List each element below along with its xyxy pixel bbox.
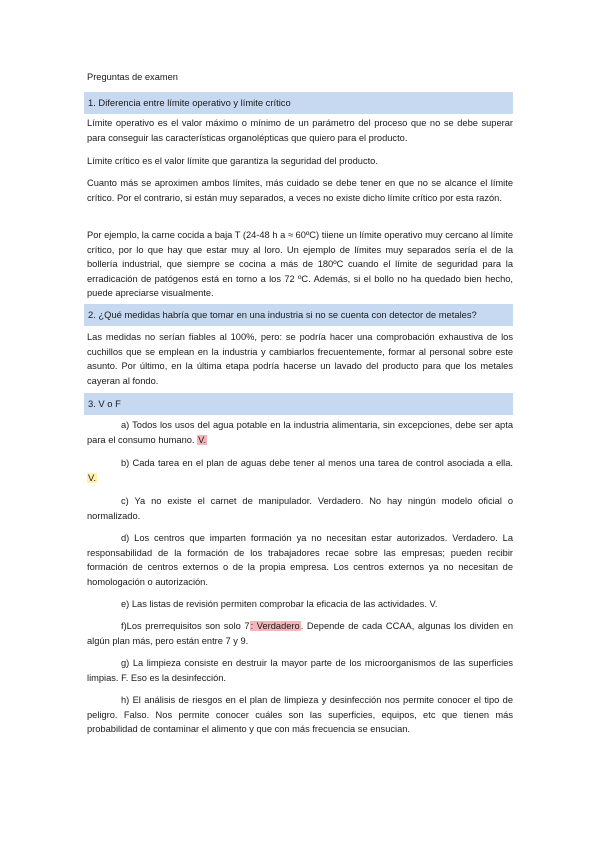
document-title: Preguntas de examen (87, 72, 178, 82)
item-e-text: e) Las listas de revisión permiten comprobar la eficacia de las actividades. V. (121, 599, 438, 609)
section-1-heading: 1. Diferencia entre límite operativo y límite crítico (84, 92, 513, 114)
item-h-text: h) El análisis de riesgos en el plan de limpieza y desinfección nos permite conocer el tipo de peligro. Falso. Nos permite conocer cuáles son las superficies, equipos, etc que tienen más probabilidad de contaminar el alimento y que con más frecuencia se ensucian. (87, 695, 513, 734)
item-f-answer-highlight: : Verdadero (250, 621, 300, 631)
paragraph-text: Límite operativo es el valor máximo o mínimo de un parámetro del proceso que no se debe superar para conseguir las características organolépticas que quiero para el producto. (87, 118, 513, 143)
section-3-heading: 3. V o F (84, 393, 513, 415)
section-1-paragraph-1 (87, 116, 513, 145)
section-1-paragraph-3 (87, 176, 513, 205)
item-a-answer-highlight: V. (198, 434, 207, 445)
item-h (87, 693, 513, 737)
paragraph-text: Por ejemplo, la carne cocida a baja T (24-48 h a ≈ 60ºC) tiiene un límite operativo muy cercano al límite crítico, por lo que hay que estar muy al loro. Un ejemplo de límites muy separados sería el de la bollería industrial, que siempre se cocina a más de 180ºC cuando el límite de seguridad para la erradicación de patógenos está en torno a los 72 ºC. Además, si el bollo no ha quedado bien hecho, puede apreciarse visualmente. (87, 230, 513, 298)
item-f-prefix: f)Los prerrequisitos son solo 7 (121, 621, 250, 631)
section-2-paragraph-1 (87, 330, 513, 388)
item-c-text: c) Ya no existe el carnet de manipulador. Verdadero. No hay ningún modelo oficial o normalizado. (87, 496, 513, 521)
item-d-text: d) Los centros que imparten formación ya no necesitan estar autorizados. Verdadero. La responsabilidad de la formación de los trabajadores recae sobre las empresas; pueden recibir formación de centros externos o de la propia empresa. Los centros externos ya no necesitan de homologación o autorización. (87, 533, 513, 587)
item-b (87, 456, 513, 485)
section-2-heading: 2. ¿Qué medidas habría que tomar en una industria si no se cuenta con detector de metales? (84, 304, 513, 326)
item-a (87, 418, 513, 447)
paragraph-text: Las medidas no serían fiables al 100%, pero: se podría hacer una comprobación exhaustiva de los cuchillos que se emplean en la industria y cambiarlos frecuentemente, formar al personal sobre este asunto. Por último, en la última etapa podría hacerse un lavado del producto para que los metales cayeran al fondo. (87, 332, 513, 386)
item-e (87, 597, 513, 612)
paragraph-text: Cuanto más se aproximen ambos límites, más cuidado se debe tener en que no se alcance el límite crítico. Por el contrario, si están muy separados, a veces no existe dicho límite crítico por esta razón. (87, 178, 513, 203)
item-f-suffix: . Depende de cada CCAA, algunas los dividen en algún plan más, pero están entre 7 y 9. (87, 621, 513, 646)
item-g-letter: g (121, 658, 127, 668)
item-a-text: a) Todos los usos del agua potable en la industria alimentaria, sin excepciones, debe ser apta para el consumo humano. (87, 420, 513, 445)
item-c (87, 494, 513, 523)
item-b-text: b) Cada tarea en el plan de aguas debe tener al menos una tarea de control asociada a ella. (121, 458, 513, 468)
section-1-paragraph-2 (87, 154, 513, 169)
item-f (87, 619, 513, 648)
item-b-answer-highlight: V. (88, 472, 96, 483)
item-g (87, 656, 513, 685)
item-g-text: ) La limpieza consiste en destruir la mayor parte de los microorganismos de las superficies limpias. F. Eso es la desinfección. (87, 658, 513, 683)
paragraph-text: Límite crítico es el valor límite que garantiza la seguridad del producto. (87, 156, 378, 166)
section-1-paragraph-4 (87, 228, 513, 301)
item-d (87, 531, 513, 589)
